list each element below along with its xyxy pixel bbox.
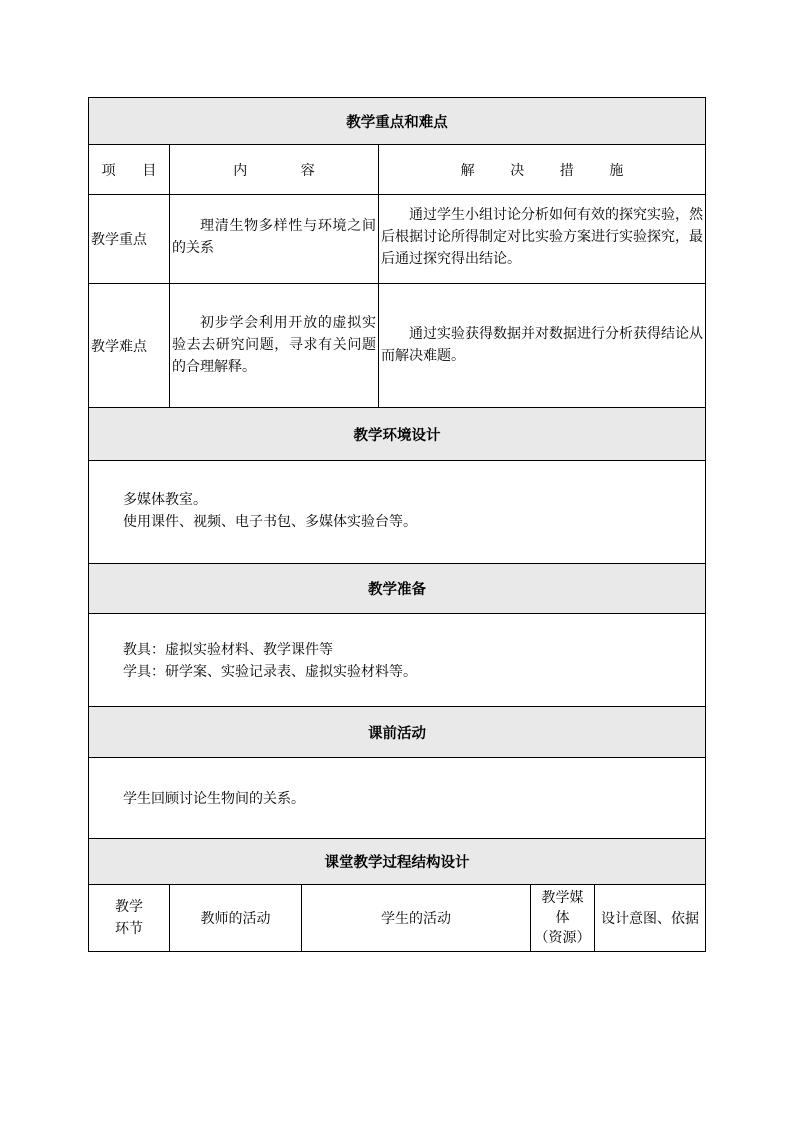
environment-section-title: 教学环境设计 — [353, 427, 441, 444]
difficulty-content-cell — [170, 284, 379, 407]
key-point-label-cell — [89, 195, 170, 283]
prep-section-header — [89, 564, 705, 614]
stage-header-line-2: 环节 — [115, 921, 143, 937]
content-header-cell — [170, 145, 379, 194]
key-point-label: 教学重点 — [91, 232, 147, 248]
lesson-plan-table — [88, 97, 706, 952]
prep-line-2: 学具：研学案、实验记录表、虚拟实验材料等。 — [123, 664, 417, 680]
key-point-solution-cell — [379, 195, 705, 283]
pre-class-section-title: 课前活动 — [368, 725, 426, 742]
difficulty-content: 初步学会利用开放的虚拟实验去去研究问题，寻求有关问题的合理解释。 — [172, 315, 376, 375]
focus-section-header — [89, 98, 705, 145]
media-header-cell — [531, 885, 595, 951]
prep-text — [123, 639, 417, 683]
student-header-cell — [302, 885, 531, 951]
intent-header: 设计意图、依据 — [601, 911, 699, 927]
prep-body — [89, 614, 705, 707]
environment-line-1: 多媒体教室。 — [123, 492, 207, 508]
prep-line-1: 教具：虚拟实验材料、教学课件等 — [123, 642, 333, 658]
difficulty-solution: 通过实验获得数据并对数据进行分析获得结论从而解决难题。 — [381, 326, 703, 364]
difficulty-row — [89, 284, 705, 408]
difficulty-solution-cell — [379, 284, 705, 407]
student-header: 学生的活动 — [381, 911, 451, 927]
key-point-content: 理清生物多样性与环境之间的关系 — [172, 218, 376, 256]
stage-header-cell — [89, 885, 170, 951]
process-section-header — [89, 839, 705, 885]
pre-class-text — [123, 788, 305, 810]
environment-section-header — [89, 408, 705, 461]
media-header-line-3: （资源） — [534, 930, 591, 946]
item-header: 项 目 — [101, 162, 157, 179]
pre-class-body — [89, 758, 705, 839]
pre-class-line-1: 学生回顾讨论生物间的关系。 — [123, 791, 305, 807]
process-section-title: 课堂教学过程结构设计 — [324, 855, 470, 871]
solution-header-cell — [379, 145, 705, 194]
teacher-header-cell — [170, 885, 302, 951]
intent-header-cell — [595, 885, 705, 951]
process-header-row — [89, 885, 705, 951]
difficulty-label-cell — [89, 284, 170, 407]
environment-text — [123, 489, 417, 533]
key-point-content-cell — [170, 195, 379, 283]
media-header-line-1: 教学媒 — [541, 890, 584, 906]
content-header: 内 容 — [233, 162, 315, 179]
prep-section-title: 教学准备 — [368, 582, 426, 598]
pre-class-section-header — [89, 707, 705, 758]
solution-header: 解 决 措 施 — [460, 162, 624, 179]
environment-body — [89, 461, 705, 564]
focus-section-title: 教学重点和难点 — [346, 114, 448, 131]
key-point-row — [89, 195, 705, 284]
item-header-cell — [89, 145, 170, 194]
stage-header-line-1: 教学 — [115, 899, 143, 915]
teacher-header: 教师的活动 — [200, 911, 271, 927]
key-point-solution: 通过学生小组讨论分析如何有效的探究实验，然后根据讨论所得制定对比实验方案进行实验探究，最后通过探究得出结论。 — [381, 207, 703, 267]
difficulty-label: 教学难点 — [91, 338, 147, 355]
environment-line-2: 使用课件、视频、电子书包、多媒体实验台等。 — [123, 514, 417, 530]
media-header-line-2: 体 — [555, 910, 570, 926]
focus-header-row — [89, 145, 705, 195]
